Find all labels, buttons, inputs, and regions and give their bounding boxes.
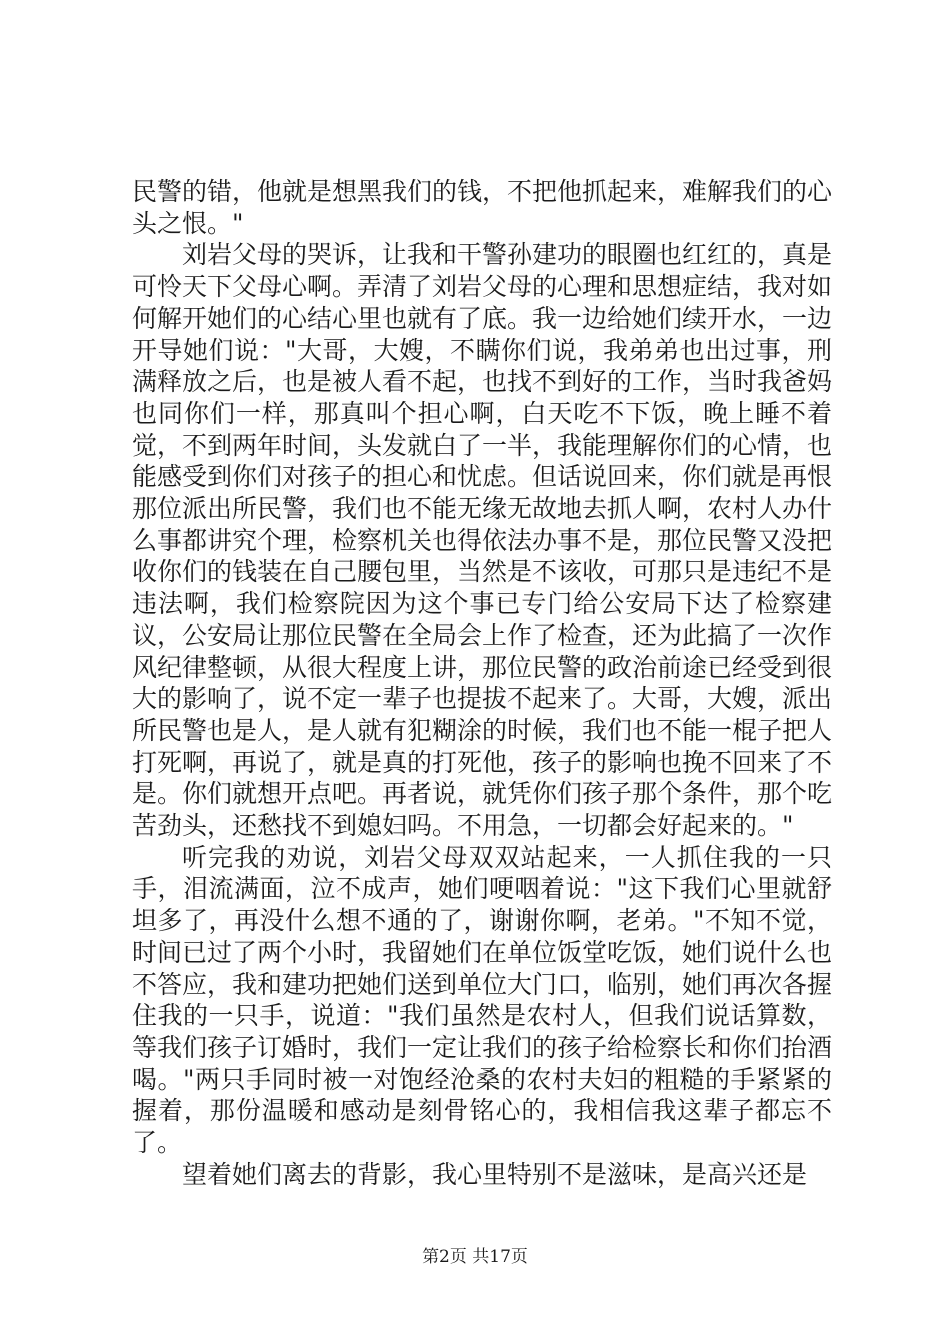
paragraph-1: 民警的错，他就是想黑我们的钱，不把他抓起来，难解我们的心头之恨。": [132, 177, 833, 238]
paragraph-4: 望着她们离去的背影，我心里特别不是滋味，是高兴还是: [182, 1159, 808, 1189]
page-number-footer: 第2页 共17页: [422, 1247, 528, 1267]
paragraph-3: 听完我的劝说，刘岩父母双双站起来，一人抓住我的一只手，泪流满面，泣不成声，她们哽咽着说："这下我们心里就舒坦多了，再没什么想不通的了，谢谢你啊，老弟。"不知不觉，时间已过了两个小时，我留她们在单位饭堂吃饭，她们说什么也不答应，我和建功把她们送到单位大门口，临别，她们再次各握住我的一只手，说道："我们虽然是农村人，但我们说话算数，等我们孩子订婚时，我们一定让我们的孩子给检察长和你们抬酒喝。"两只手同时被一对饱经沧桑的农村夫妇的粗糙的手紧紧的握着，那份温暖和感动是刻骨铭心的，我相信我这辈子都忘不了。: [132, 842, 833, 1158]
paragraph-2: 刘岩父母的哭诉，让我和干警孙建功的眼圈也红红的，真是可怜天下父母心啊。弄清了刘岩父母的心理和思想症结，我对如何解开她们的心结心里也就有了底。我一边给她们续开水，一边开导她们说："大哥，大嫂，不瞒你们说，我弟弟也出过事，刑满释放之后，也是被人看不起，也找不到好的工作，当时我爸妈也同你们一样，那真叫个担心啊，白天吃不下饭，晚上睡不着觉，不到两年时间，头发就白了一半，我能理解你们的心情，也能感受到你们对孩子的担心和忧虑。但话说回来，你们就是再恨那位派出所民警，我们也不能无缘无故地去抓人啊，农村人办什么事都讲究个理，检察机关也得依法办事不是，那位民警又没把收你们的钱装在自己腰包里，当然是不该收，可那只是违纪不是违法啊，我们检察院因为这个事已专门给公安局下达了检察建议，公安局让那位民警在全局会上作了检查，还为此搞了一次作风纪律整顿，从很大程度上讲，那位民警的政治前途已经受到很大的影响了，说不定一辈子也提拔不起来了。大哥，大嫂，派出所民警也是人，是人就有犯糊涂的时候，我们也不能一棍子把人打死啊，再说了，就是真的打死他，孩子的影响也挽不回来了不是。你们就想开点吧。再者说，就凭你们孩子那个条件，那个吃苦劲头，还愁找不到媳妇吗。不用急，一切都会好起来的。": [132, 240, 833, 841]
body-text: [132, 176, 832, 1191]
